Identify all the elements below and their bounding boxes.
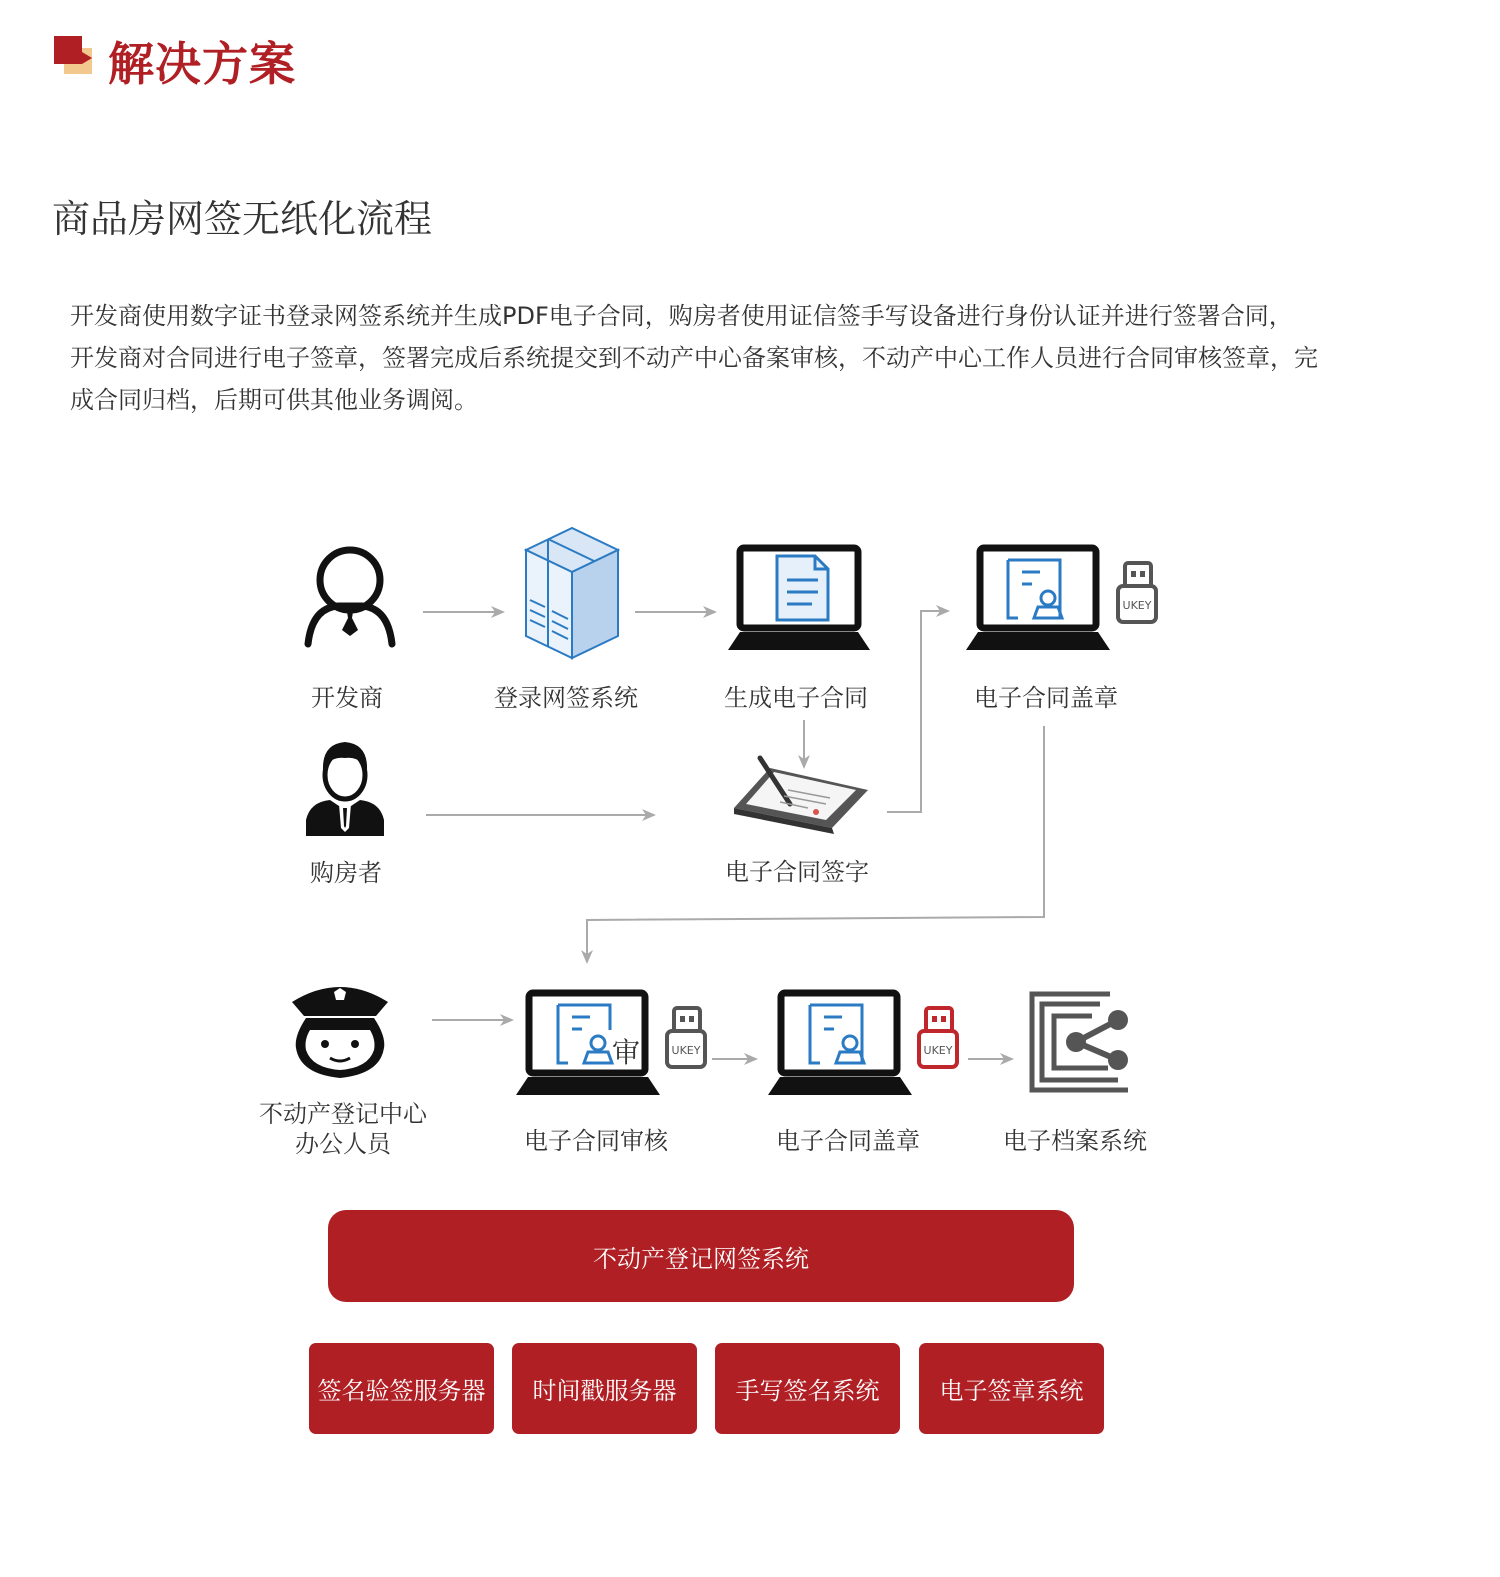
developer-label: 开发商 [311,684,383,712]
officer-icon [292,987,388,1078]
ukey-red-icon [919,1008,957,1067]
login-system-label: 登录网签系统 [494,684,638,712]
developer-icon [308,550,392,644]
laptop-seal-icon [966,548,1110,650]
module-box: 签名验签服务器 [309,1343,494,1434]
ukey-label: UKEY [1122,599,1152,612]
signing-tablet-icon [734,758,868,834]
staff-label [259,1099,427,1159]
contract-seal-label: 电子合同盖章 [776,1127,920,1155]
description-line: 成合同归档，后期可供其他业务调阅。 [70,386,478,414]
staff-label-line: 办公人员 [295,1130,391,1158]
staff-label-line: 不动产登记中心 [259,1100,427,1128]
contract-seal-label: 电子合同盖章 [974,684,1118,712]
archive-share-icon [1032,994,1128,1090]
description-line: 开发商对合同进行电子签章，签署完成后系统提交到不动产中心备案审核，不动产中心工作人员进行合同审核签章，完 [70,344,1318,372]
description-line: 开发商使用数字证书登录网签系统并生成PDF电子合同，购房者使用证信签手写设备进行身份认证并进行签署合同， [70,302,1293,330]
module-box: 电子签章系统 [919,1343,1104,1434]
buyer-icon [306,742,384,836]
laptop-document-icon [728,548,870,650]
ukey-icon [667,1008,705,1067]
contract-review-label: 电子合同审核 [524,1127,668,1155]
module-box: 手写签名系统 [715,1343,900,1434]
laptop-review-icon [516,993,660,1095]
laptop-seal-icon [768,993,912,1095]
generate-contract-label: 生成电子合同 [724,684,868,712]
section-title: 解决方案 [108,37,296,91]
module-box: 时间戳服务器 [512,1343,697,1434]
main-system-bar: 不动产登记网签系统 [328,1210,1074,1302]
buyer-label: 购房者 [310,859,382,887]
page-subtitle: 商品房网签无纸化流程 [52,197,433,241]
ukey-label: UKEY [923,1044,953,1057]
review-stamp-char: 审 [611,1036,641,1069]
ukey-icon [1118,563,1156,622]
ukey-label: UKEY [671,1044,701,1057]
server-icon [526,528,618,658]
archive-system-label: 电子档案系统 [1003,1127,1147,1155]
contract-sign-label: 电子合同签字 [725,858,869,886]
